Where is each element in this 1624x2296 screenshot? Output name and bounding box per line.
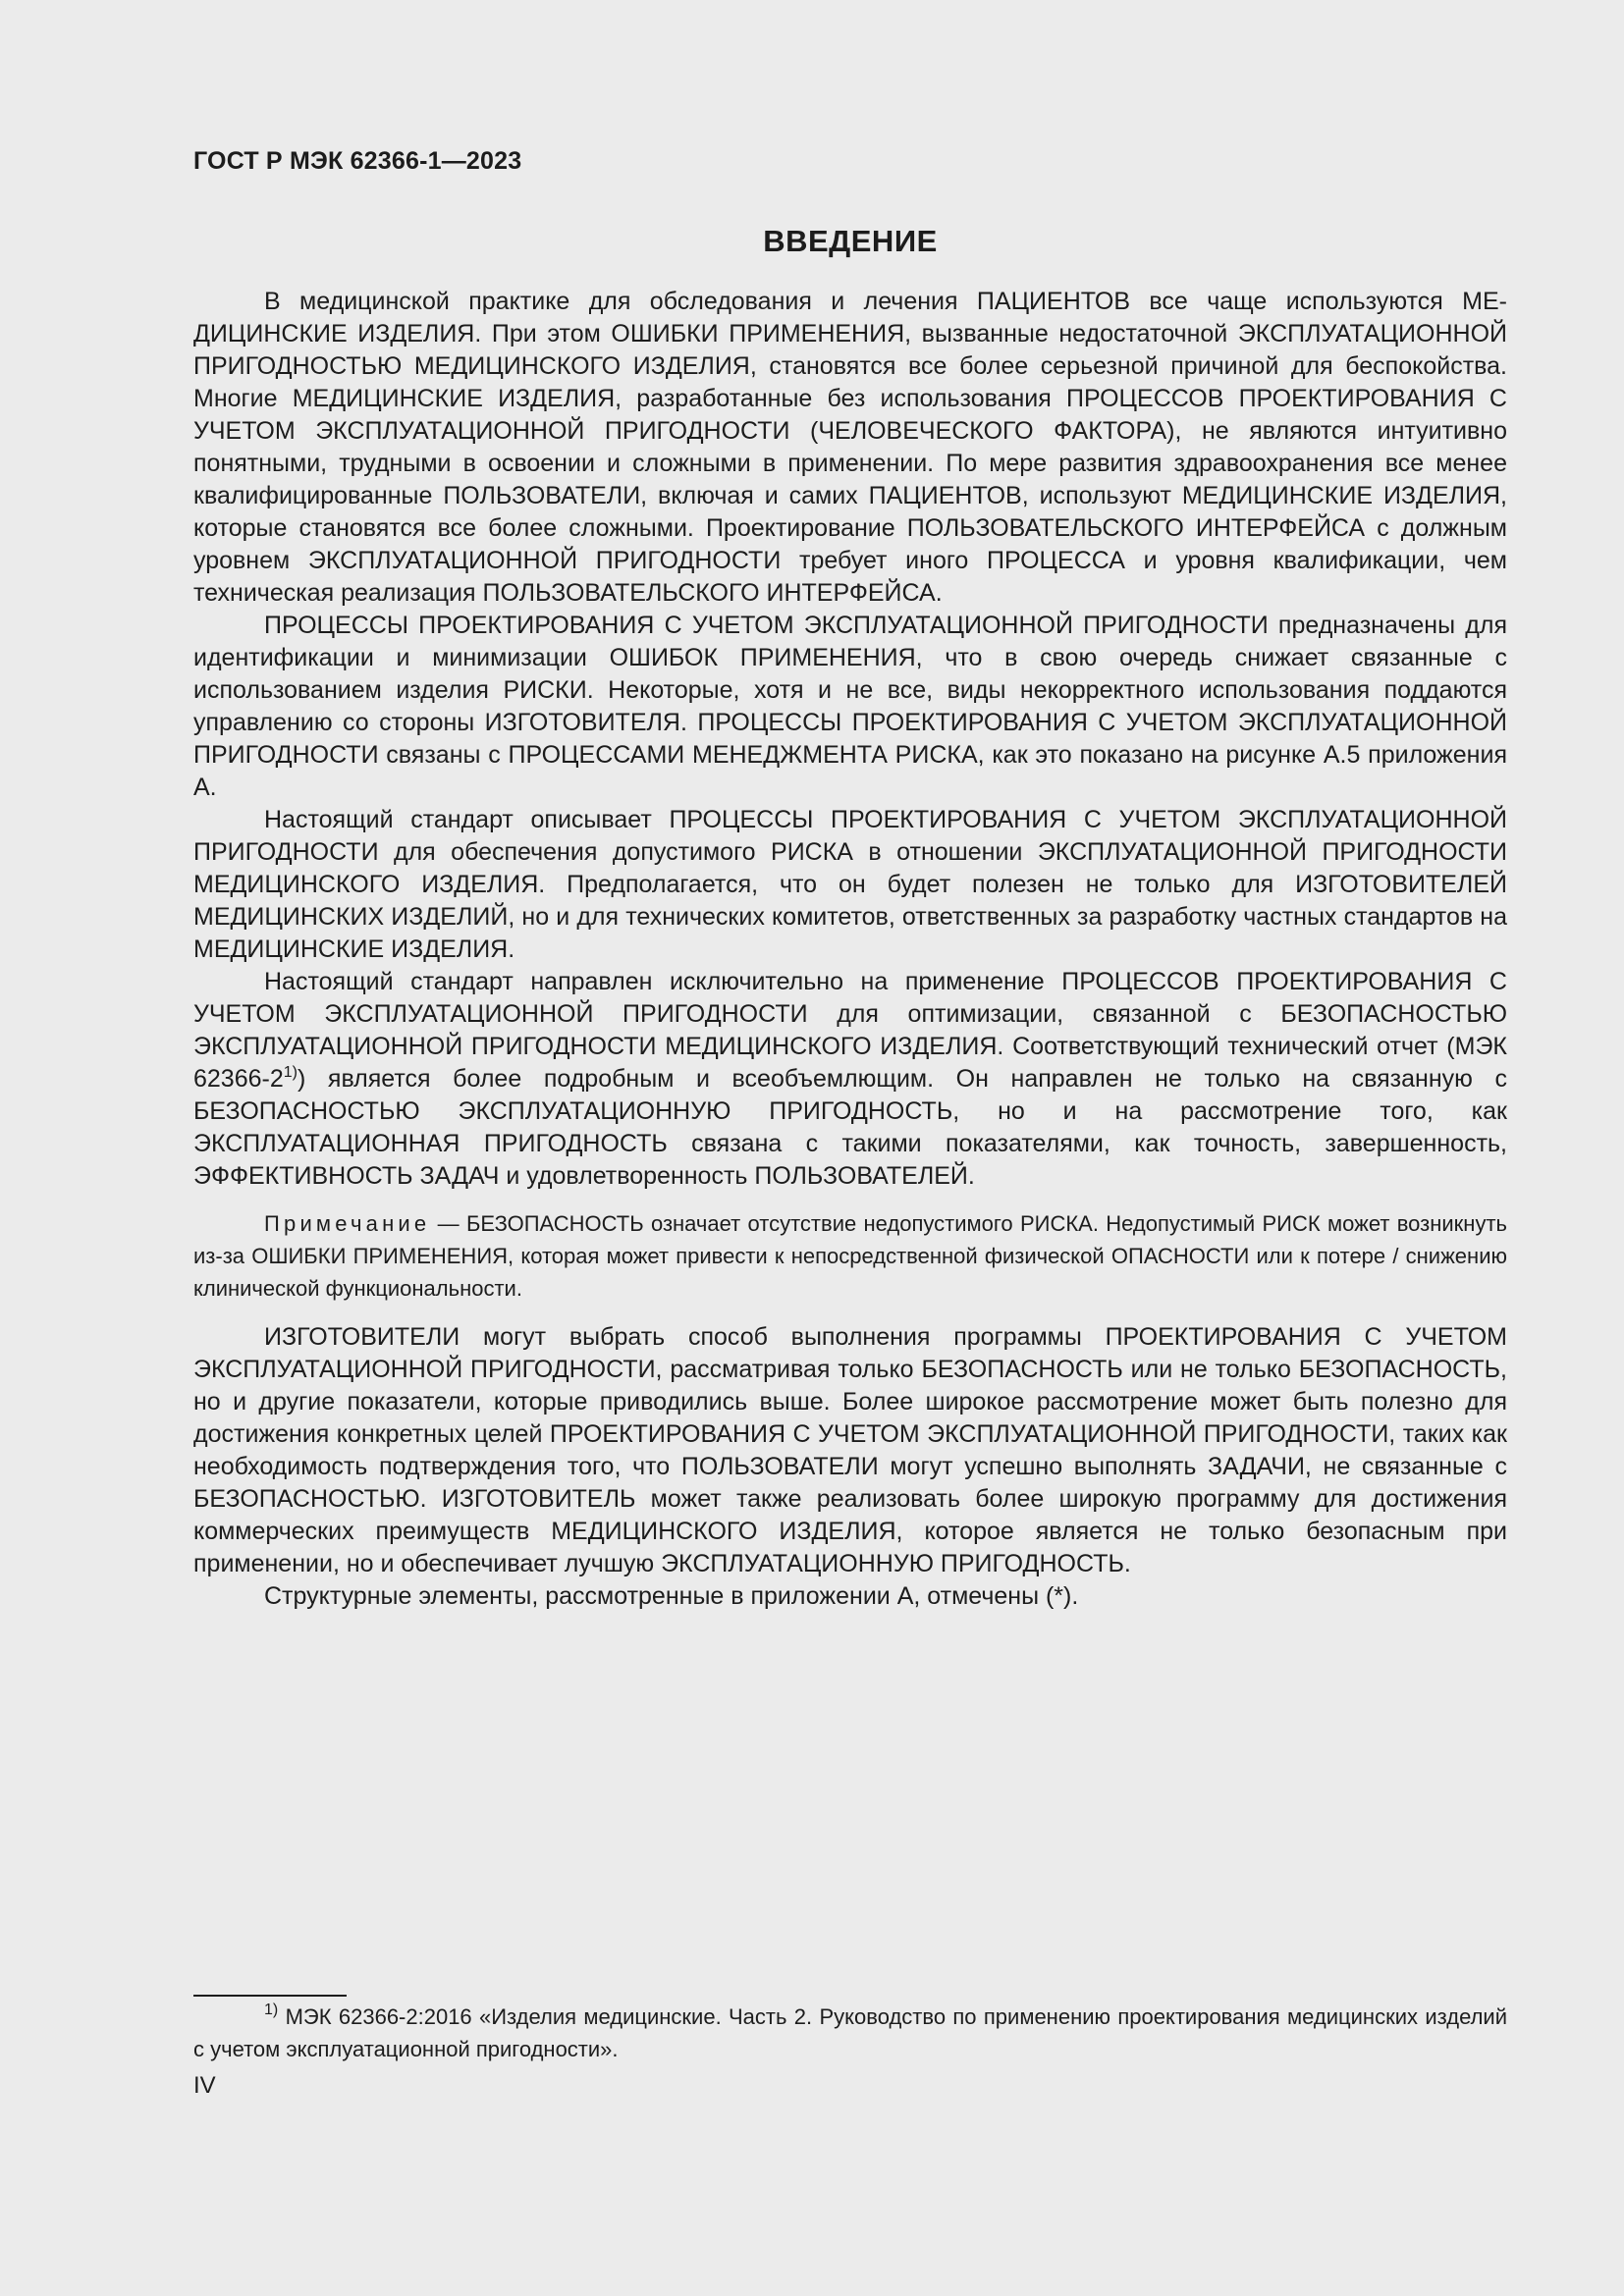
paragraph-6: Структурные элементы, рассмотренные в приложении А, отмечены (*). [264, 1582, 1079, 1610]
note-text: — БЕЗОПАСНОСТЬ означает отсутствие недопустимого РИСКА. Недопустимый РИСК может возникнуть из-за ОШИБКИ ПРИМЕНЕНИЯ, которая может привести к непосредственной физической ОПАСНОСТИ или к потере / снижению клинической функциональности. [193, 1211, 1507, 1301]
note [193, 1207, 1507, 1305]
section-title: ВВЕДЕНИЕ [763, 224, 938, 258]
paragraph-4 [193, 966, 1507, 1193]
paragraph-4-text-start: Настоящий стандарт направлен исключительно на применение ПРОЦЕССОВ ПРОЕКТИРОВАНИЯ С УЧЕТОМ ЭКСПЛУАТАЦИОННОЙ ПРИГОДНОСТИ для оптимизации, связанной с БЕЗОПАСНОСТЬЮ ЭКСПЛУАТАЦИОННОЙ ПРИГОДНОСТИ МЕДИЦИНСКОГО ИЗДЕЛИЯ. Соответствующий технический отчет (МЭК 62366-2 [193, 968, 1507, 1093]
paragraph-5: ИЗГОТОВИТЕЛИ могут выбрать способ выполнения программы ПРОЕКТИРОВАНИЯ С УЧЕТОМ ЭКСПЛУАТАЦИОННОЙ ПРИГОДНОСТИ, рассматривая только БЕЗОПАСНОСТЬ или не только БЕЗОПАСНОСТЬ, но и другие показатели, которые приводились выше. Более широкое рассмотрение может быть полезно для достижения конкретных целей ПРОЕКТИРОВАНИЯ С УЧЕТОМ ЭКСПЛУАТАЦИОННОЙ ПРИГОДНОСТИ, таких как необходимость подтверждения того, что ПОЛЬЗОВАТЕЛИ могут успешно выполнять ЗАДАЧИ, не связанные с БЕЗОПАСНОСТЬЮ. ИЗГОТОВИТЕЛЬ может также реализовать более широкую программу для достижения коммерческих преимуществ МЕДИЦИНСКОГО ИЗДЕЛИЯ, которое является не только безопасным при применении, но и обеспечивает лучшую ЭКСПЛУАТАЦИОННУЮ ПРИГОДНОСТЬ. [193, 1323, 1507, 1577]
standard-designation: ГОСТ Р МЭК 62366-1—2023 [193, 147, 522, 175]
footnote-reference: 1) [283, 1064, 298, 1081]
note-label: Примечание [264, 1211, 431, 1236]
footnote-text: МЭК 62366-2:2016 «Изделия медицинские. Часть 2. Руководство по применению проектирования медицинских изделий с учетом эксплуатационной пригодности». [193, 2004, 1507, 2061]
body-text [193, 286, 1507, 1613]
page-number: IV [193, 2072, 216, 2099]
paragraph-1: В медицинской практике для обследования и лечения ПАЦИЕНТОВ все чаще используются МЕДИЦИНСКИЕ ИЗДЕЛИЯ. При этом ОШИБКИ ПРИМЕНЕНИЯ, вызванные недостаточной ЭКСПЛУАТАЦИОННОЙ ПРИГОДНОСТЬЮ МЕДИЦИНСКОГО ИЗДЕЛИЯ, становятся все более серьезной причиной для беспокойства. Многие МЕДИЦИНСКИЕ ИЗДЕЛИЯ, разработанные без использования ПРОЦЕССОВ ПРОЕКТИРОВАНИЯ С УЧЕТОМ ЭКСПЛУАТАЦИОННОЙ ПРИГОДНОСТИ (ЧЕЛОВЕЧЕСКОГО ФАКТОРА), не являются интуитивно понятными, трудными в освоении и сложными в применении. По мере развития здравоохранения все менее квалифицированные ПОЛЬЗОВАТЕЛИ, включая и самих ПАЦИЕНТОВ, используют МЕДИЦИНСКИЕ ИЗДЕЛИЯ, которые становятся все более сложными. Проектирование ПОЛЬЗОВАТЕЛЬСКОГО ИНТЕРФЕЙСА с должным уровнем ЭКСПЛУАТАЦИОННОЙ ПРИГОДНОСТИ требует иного ПРОЦЕССА и уровня квалификации, чем техническая реализация ПОЛЬЗОВАТЕЛЬСКОГО ИНТЕРФЕЙСА. [193, 288, 1507, 607]
paragraph-3: Настоящий стандарт описывает ПРОЦЕССЫ ПРОЕКТИРОВАНИЯ С УЧЕТОМ ЭКСПЛУАТАЦИОННОЙ ПРИГОДНОСТИ для обеспечения допустимого РИСКА в отношении ЭКСПЛУАТАЦИОННОЙ ПРИГОДНОСТИ МЕДИЦИНСКОГО ИЗДЕЛИЯ. Предполагается, что он будет полезен не только для ИЗГОТОВИТЕЛЕЙ МЕДИЦИНСКИХ ИЗДЕЛИЙ, но и для технических комитетов, ответственных за разработку частных стандартов на МЕДИЦИНСКИЕ ИЗДЕЛИЯ. [193, 806, 1507, 963]
paragraph-2: ПРОЦЕССЫ ПРОЕКТИРОВАНИЯ С УЧЕТОМ ЭКСПЛУАТАЦИОННОЙ ПРИГОДНОСТИ предназначены для идентификации и минимизации ОШИБОК ПРИМЕНЕНИЯ, что в свою очередь снижает связанные с использованием изделия РИСКИ. Некоторые, хотя и не все, виды некорректного использования поддаются управлению со стороны ИЗГОТОВИТЕЛЯ. ПРОЦЕССЫ ПРОЕКТИРОВАНИЯ С УЧЕТОМ ЭКСПЛУАТАЦИОННОЙ ПРИГОДНОСТИ связаны с ПРОЦЕССАМИ МЕНЕДЖМЕНТА РИСКА, как это показано на рисунке А.5 приложения А. [193, 612, 1507, 801]
paragraph-4-text-end: ) является более подробным и всеобъемлющим. Он направлен не только на связанную с БЕЗОПАСНОСТЬЮ ЭКСПЛУАТАЦИОННУЮ ПРИГОДНОСТЬ, но и на рассмотрение того, как ЭКСПЛУАТАЦИОННАЯ ПРИГОДНОСТЬ связана с такими показателями, как точность, завершенность, ЭФФЕКТИВНОСТЬ ЗАДАЧ и удовлетворенность ПОЛЬЗОВАТЕЛЕЙ. [193, 1065, 1507, 1190]
footnote-marker: 1) [264, 2002, 279, 2018]
footnote [193, 2001, 1507, 2065]
footnote-separator [193, 1995, 347, 1997]
